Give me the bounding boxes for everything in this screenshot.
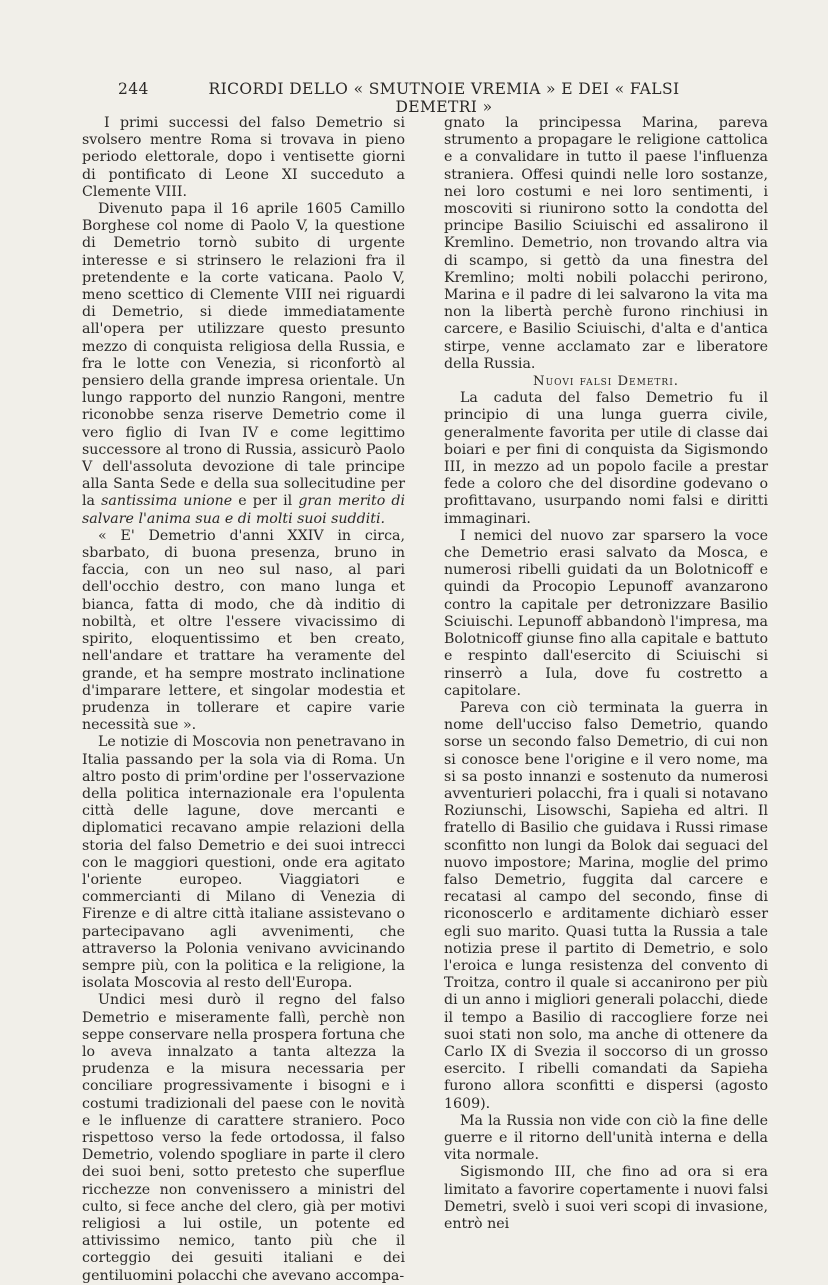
- italic-quote: santissima unione: [101, 493, 233, 510]
- right-column: [444, 115, 768, 1233]
- paragraph: I primi successi del falso Demetrio si svolsero mentre Roma si trovava in pieno periodo elettorale, dopo i ventisette giorni di pontificato di Leone XI succeduto a Clemente VIII.: [82, 115, 405, 200]
- running-header: [118, 80, 712, 116]
- paragraph: gnato la principessa Marina, pareva strumento a propagare le religione cattolica e a convalidare in tutto il paese l'influenza straniera. Offesi quindi nelle loro sostanze, nei loro costumi e nei loro sentimenti, i moscoviti si riunirono sotto la condotta del principe Basilio Sciuischi ed assalirono il Kremlino. Demetrio, non trovando altra via di scampo, si gettò da una finestra del Kremlino; molti nobili polacchi perirono, Marina e il padre di lei salvarono la vita ma non la libertà perchè furono rinchiusi in carcere, e Basilio Sciuischi, d'alta e d'antica stirpe, venne acclamato zar e liberatore della Russia.: [444, 115, 768, 372]
- page-number: 244: [118, 80, 149, 98]
- paragraph: Pareva con ciò terminata la guerra in nome dell'ucciso falso Demetrio, quando sorse un secondo falso Demetrio, di cui non si conosce bene l'origine e il vero nome, ma si sa posto innanzi e sostenuto da numerosi avventurieri polacchi, fra i quali si notavano Roziunschi, Lisowschi, Sapieha ed altri. Il fratello di Basilio che guidava i Russi rimase sconfitto non lungi da Bolok dai seguaci del nuovo impostore; Marina, moglie del primo falso Demetrio, fuggita dal carcere e recatasi al campo del secondo, finse di riconoscerlo e arditamente dichiarò esser egli suo marito. Quasi tutta la Russia a tale notizia prese il partito di Demetrio, e solo l'eroica e lunga resistenza del convento di Troitza, contro il quale si accanirono per più di un anno i migliori generali polacchi, diede il tempo a Basilio di raccogliere forze nei suoi stati non solo, ma anche di ottenere da Carlo IX di Svezia il soccorso di un grosso esercito. I ribelli comandati da Sapieha furono allora sconfitti e dispersi (agosto 1609).: [444, 699, 768, 1112]
- paragraph: Le notizie di Moscovia non penetravano in Italia passando per la sola via di Roma. Un altro posto di prim'ordine per l'osservazione della politica internazionale era l'opulenta città delle lagune, dove mercanti e diplomatici recavano ampie relazioni della storia del falso Demetrio e dei suoi intrecci con le maggiori questioni, onde era agitato l'oriente europeo. Viaggiatori e commercianti di Milano di Venezia di Firenze e di altre città italiane assistevano o partecipavano agli avvenimenti, che attraverso la Polonia venivano avvicinando sempre più, con la politica e la religione, la isolata Moscovia al resto dell'Europa.: [82, 734, 405, 992]
- paragraph-text: Divenuto papa il 16 aprile 1605 Camillo Borghese col nome di Paolo V, la questione di Demetrio tornò subito di urgente interesse e si strinsero le relazioni fra il pretendente e la corte vaticana. Paolo V, meno scettico di Clemente VIII nei riguardi di Demetrio, si diede immediatamente all'opera per utilizzare questo presunto mezzo di conquista religiosa della Russia, e fra le lotte con Venezia, si riconfortò al pensiero della grande impresa orientale. Un lungo rapporto del nunzio Rangoni, mentre riconobbe senza riserve Demetrio come il vero figlio di Ivan IV e come legittimo successore al trono di Russia, assicurò Paolo V dell'assoluta devozione di tale principe alla Santa Sede e della sua sollecitudine per la: [82, 201, 405, 510]
- left-column: [82, 115, 405, 1285]
- paragraph: [82, 201, 405, 528]
- running-title: RICORDI DELLO « SMUTNOIE VREMIA » E DEI « FALSI DEMETRI »: [208, 80, 680, 116]
- paragraph: I nemici del nuovo zar sparsero la voce che Demetrio erasi salvato da Mosca, e numerosi ribelli guidati da un Bolotnicoff e quindi da Procopio Lepunoff avanzarono contro la capitale per detronizzare Basilio Sciuischi. Lepunoff abbandonò l'impresa, ma Bolotnicoff giunse fino alla capitale e battuto e respinto dall'esercito di Sciuischi si rinserrò a Iula, dove fu costretto a capitolare.: [444, 527, 768, 699]
- paragraph: Ma la Russia non vide con ciò la fine delle guerre e il ritorno dell'unità interna e della vita normale.: [444, 1112, 768, 1164]
- section-heading: Nuovi falsi Demetri.: [533, 374, 679, 390]
- paragraph: Undici mesi durò il regno del falso Demetrio e miseramente fallì, perchè non seppe conservare nella prospera fortuna che lo aveva innalzato a tanta altezza la prudenza e la misura necessaria per conciliare progressivamente i bisogni e i costumi tradizionali del paese con le novità e le influenze di carattere straniero. Poco rispettoso verso la fede ortodossa, il falso Demetrio, volendo spogliare in parte il clero dei suoi beni, sotto pretesto che superflue ricchezze non convenissero a ministri del culto, si fece anche del clero, già per motivi religiosi a lui ostile, un potente ed attivissimo nemico, tanto più che il corteggio dei gesuiti italiani e dei gentiluomini polacchi che avevano accompa-: [82, 992, 405, 1284]
- paragraph-text: e per il: [238, 493, 293, 510]
- paragraph: La caduta del falso Demetrio fu il principio di una lunga guerra civile, generalmente favorita per utile di classe dai boiari e per fini di conquista da Sigismondo III, in mezzo ad un popolo facile a prestar fede a coloro che del disordine godevano o profittavano, usurpando nomi falsi e diritti immaginari.: [444, 390, 768, 527]
- italic-quote: gran merito di salvare l'anima sua e di molti suoi sudditi.: [82, 493, 405, 527]
- paragraph: Sigismondo III, che fino ad ora si era limitato a favorire copertamente i nuovi falsi Demetri, svelò i suoi veri scopi di invasione, entrò nei: [444, 1164, 768, 1232]
- quoted-paragraph: « E' Demetrio d'anni XXIV in circa, sbarbato, di buona presenza, bruno in faccia, con un neo sul naso, al pari dell'occhio destro, con mano lunga et bianca, fatta di modo, che dà inditio di nobiltà, et oltre l'essere vivacissimo di spirito, eloquentissimo et ben creato, nell'andare et trattare ha veramente del grande, et ha sempre mostrato inclinatione d'imparare lettere, et singolar modestia et prudenza in tollerare et capire varie necessità sue ».: [82, 527, 405, 734]
